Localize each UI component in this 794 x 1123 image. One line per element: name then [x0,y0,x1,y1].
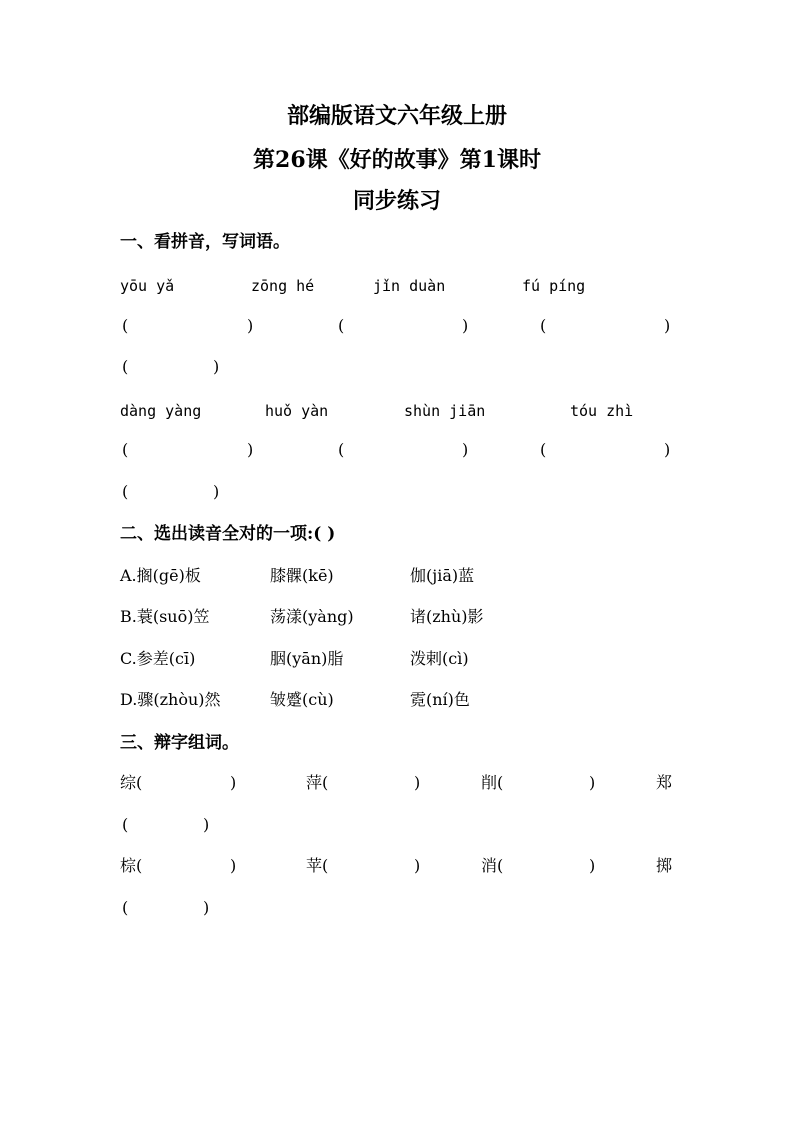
answer-blank-close: ) [589,856,596,875]
answer-blank-open: ( [540,316,547,335]
answer-blank-open: ( [122,482,129,501]
answer-blank-close: ) [247,440,254,459]
option-c-word-1: C.参差(cī) [120,649,196,668]
option-d-word-3: 霓(ní)色 [410,690,470,709]
answer-blank-close: ) [203,815,210,834]
answer-blank-open: ( [338,440,345,459]
option-d-word-1: D.骤(zhòu)然 [120,690,221,709]
answer-blank-close: ) [589,773,596,792]
char-prompt: 郑 [656,773,673,792]
answer-blank-open: ( [122,898,129,917]
char-prompt: 棕( [120,856,143,875]
section-3-heading: 三、辩字组词。 [120,733,239,753]
answer-blank-close: ) [462,316,469,335]
answer-blank-close: ) [664,316,671,335]
answer-blank-close: ) [462,440,469,459]
option-b-word-2: 荡漾(yàng) [270,607,354,626]
section-1-heading: 一、看拼音，写词语。 [120,232,290,252]
pinyin-item: jǐn duàn [373,277,446,295]
char-prompt: 综( [120,773,143,792]
answer-blank-close: ) [414,856,421,875]
char-prompt: 苹( [306,856,329,875]
section-2-heading: 二、选出读音全对的一项:( ) [120,524,336,544]
pinyin-item: tóu zhì [570,402,634,420]
answer-blank-open: ( [122,440,129,459]
char-prompt: 消( [481,856,504,875]
option-a-word-2: 膝髁(kē) [270,566,334,585]
answer-blank-close: ) [230,773,237,792]
answer-blank-close: ) [213,482,220,501]
answer-blank-open: ( [338,316,345,335]
pinyin-item: huǒ yàn [265,402,329,420]
option-b-word-3: 诸(zhù)影 [410,607,484,626]
option-d-word-2: 皱蹙(cù) [270,690,334,709]
option-b-word-1: B.蓑(suō)笠 [120,607,210,626]
option-c-word-3: 泼剌(cì) [410,649,469,668]
answer-blank-close: ) [414,773,421,792]
char-prompt: 削( [481,773,504,792]
answer-blank-open: ( [122,357,129,376]
answer-blank-close: ) [213,357,220,376]
option-a-word-1: A.搁(gē)板 [120,566,201,585]
answer-blank-open: ( [540,440,547,459]
option-c-word-2: 胭(yān)脂 [270,649,344,668]
answer-blank-open: ( [122,815,129,834]
answer-blank-close: ) [203,898,210,917]
pinyin-item: shùn jiān [404,402,486,420]
pinyin-item: fú píng [522,277,586,295]
pinyin-item: dàng yàng [120,402,202,420]
pinyin-item: yōu yǎ [120,277,175,295]
answer-blank-close: ) [230,856,237,875]
pinyin-item: zōng hé [251,277,315,295]
answer-blank-close: ) [247,316,254,335]
option-a-word-3: 伽(jiā)蓝 [410,566,475,585]
char-prompt: 萍( [306,773,329,792]
answer-blank-open: ( [122,316,129,335]
answer-blank-close: ) [664,440,671,459]
worksheet-grade-title: 部编版语文六年级上册 [286,103,507,129]
char-prompt: 掷 [656,856,673,875]
lesson-title: 第26课《好的故事》第1课时 [253,147,541,173]
exercise-title: 同步练习 [352,188,441,214]
